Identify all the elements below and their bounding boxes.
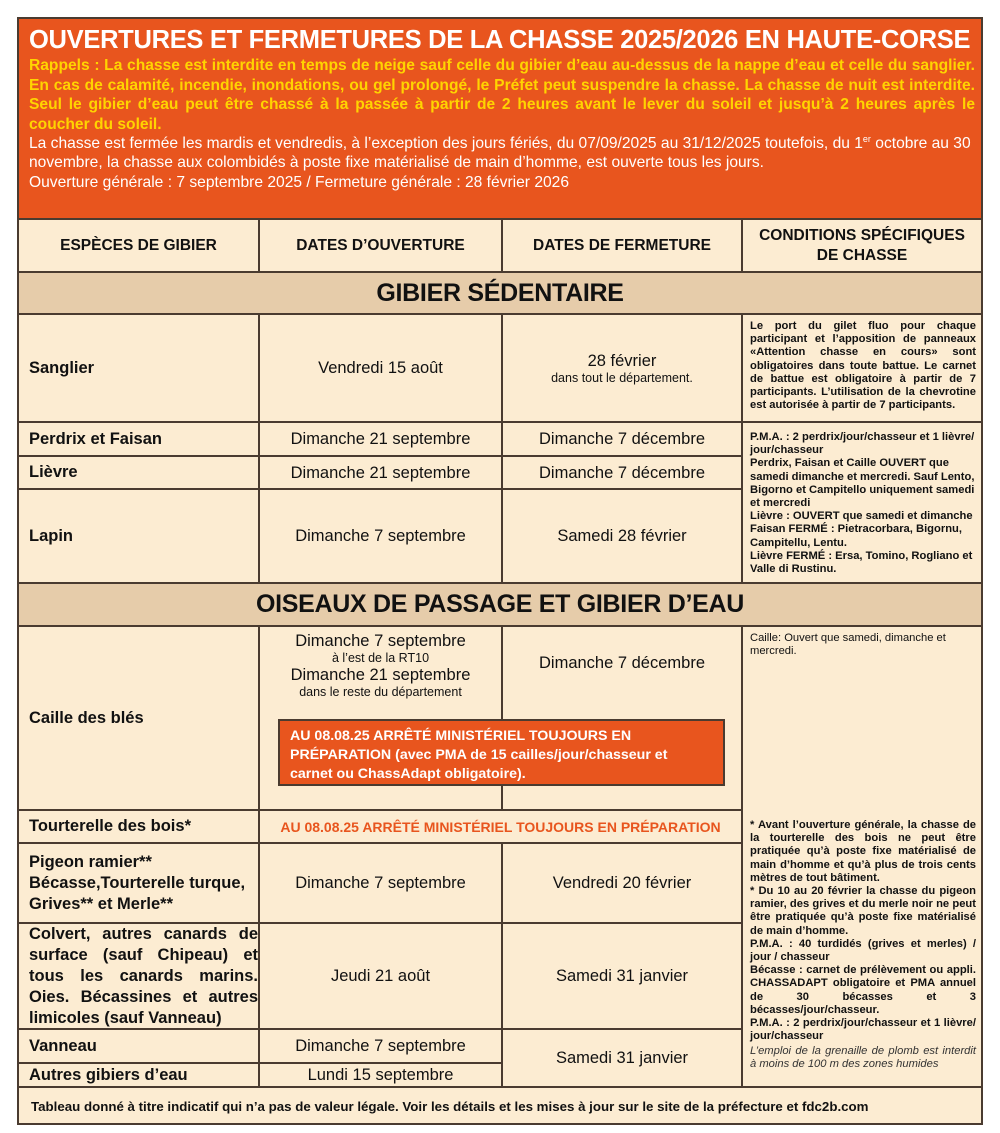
species-perdrix-faisan: Perdrix et Faisan	[29, 429, 162, 448]
conditions-caille: Caille: Ouvert que samedi, dimanche et mercredi.	[750, 632, 946, 658]
opening-lievre: Dimanche 21 septembre	[290, 463, 471, 482]
opening-lapin: Dimanche 7 septembre	[295, 527, 466, 545]
species-lapin: Lapin	[29, 526, 73, 545]
species-tourterelle: Tourterelle des bois*	[29, 817, 191, 835]
section-title-oiseaux: OISEAUX DE PASSAGE ET GIBIER D’EAU	[19, 584, 981, 625]
page-title: OUVERTURES ET FERMETURES DE LA CHASSE 2025/2026 EN HAUTE-CORSE	[29, 26, 971, 54]
closing-caille: Dimanche 7 décembre	[539, 654, 705, 672]
footer-disclaimer: Tableau donné à titre indicatif qui n’a pas de valeur légale. Voir les détails et les mises à jour sur le site de la préfecture et fdc2b.com	[31, 1098, 869, 1114]
lead-shot-note: L’emploi de la grenaille de plomb est interdit à moins de 100 m des zones humides	[750, 1045, 976, 1070]
conditions-sanglier: Le port du gilet fluo pour chaque participant et l’apposition de panneaux «Attention chasse en cours» sont obligatoires dans toute battue. Le carnet de battue est obligatoire à partir de 7 participants. L’utilisation de la chevrotine est autorisée à partir de 7 participants.	[750, 320, 976, 412]
opening-pigeon-becasse: Dimanche 7 septembre	[295, 874, 466, 892]
col-header-closing: DATES DE FERMETURE	[533, 236, 711, 254]
closing-sanglier: 28 février dans tout le département.	[551, 352, 693, 385]
conditions-oiseaux: * Avant l’ouverture générale, la chasse de la tourterelle des bois ne peut être pratiquée qu’à poste fixe matérialisé de main d’homme et qu’à plus de trois cents mètres de tout bâtiment. * Du 10 au 20 février la chasse du pigeon ramier, des grives et du merle noir ne peut être pratiquée qu’à poste fixe matérialisé de main d’homme. P.M.A. : 40 turdidés (grives et merles) / jour / chasseur Bécasse : carnet de prélèvement ou appli. CHASSADAPT obligatoire et PMA annuel de 30 bécasses et 3 bécasses/jour/chasseur. P.M.A. : 2 perdrix/jour/chasseur et 1 lièvre/ jour/chasseur	[750, 819, 976, 1043]
col-header-conditions: CONDITIONS SPÉCIFIQUES DE CHASSE	[759, 226, 965, 264]
opening-autres-gibiers-eau: Lundi 15 septembre	[307, 1066, 454, 1084]
closing-vanneau-autres: Samedi 31 janvier	[555, 1049, 689, 1067]
header-banner	[19, 19, 981, 218]
opening-caille: Dimanche 7 septembre à l’est de la RT10 Dimanche 21 septembre dans le reste du département	[290, 632, 471, 699]
opening-perdrix-faisan: Dimanche 21 septembre	[290, 430, 471, 448]
species-sanglier: Sanglier	[29, 358, 95, 377]
closing-lievre: Dimanche 7 décembre	[539, 463, 705, 482]
species-autres-gibiers-eau: Autres gibiers d’eau	[29, 1065, 188, 1084]
reminders-text: Rappels : La chasse est interdite en temps de neige sauf celle du gibier d’eau au-dessus de la nappe d’eau et celle du sanglier. En cas de calamité, incendie, inondations, ou gel prolongé, le Préfet peut suspendre la chasse. La chasse de nuit est interdite. Seul le gibier d’eau peut être chassé à la passée à partir de 2 heures avant le lever du soleil et jusqu’à 2 heures après le coucher du soleil.	[29, 57, 975, 134]
species-lievre: Lièvre	[29, 463, 78, 481]
closed-days-text: La chasse est fermée les mardis et vendredis, à l’exception des jours fériés, du 07/09/2025 au 31/12/2025 toutefois, du 1er octobre au 30 novembre, la chasse aux colombidés à poste fixe matérialisé de main d’homme, est ouverte tous les jours. Ouverture générale : 7 septembre 2025 / Fermeture générale : 28 février 2026	[29, 133, 971, 191]
species-colvert: Colvert, autres canards de surface (sauf Chipeau) et tous les canards marins. Oies. Bécassines et autres limicoles (sauf Vanneau)	[29, 924, 258, 1027]
hunting-calendar	[17, 17, 983, 1125]
col-header-opening: DATES D’OUVERTURE	[296, 236, 465, 254]
closing-perdrix-faisan: Dimanche 7 décembre	[539, 430, 705, 448]
general-dates: Ouverture générale : 7 septembre 2025 / Fermeture générale : 28 février 2026	[29, 173, 570, 191]
caille-notice: AU 08.08.25 ARRÊTÉ MINISTÉRIEL TOUJOURS EN PRÉPARATION (avec PMA de 15 cailles/jour/chasseur et carnet ou ChassAdapt obligatoire).	[278, 719, 725, 786]
closing-lapin: Samedi 28 février	[557, 527, 687, 545]
col-header-species: ESPÈCES DE GIBIER	[60, 236, 217, 254]
closing-pigeon-becasse: Vendredi 20 février	[552, 874, 692, 892]
species-vanneau: Vanneau	[29, 1036, 97, 1055]
tourterelle-notice: AU 08.08.25 ARRÊTÉ MINISTÉRIEL TOUJOURS EN PRÉPARATION	[280, 818, 721, 835]
opening-sanglier: Vendredi 15 août	[318, 359, 443, 377]
section-title-sedentaire: GIBIER SÉDENTAIRE	[19, 273, 981, 313]
species-caille: Caille des blés	[29, 708, 144, 727]
closing-colvert: Samedi 31 janvier	[555, 967, 689, 985]
opening-vanneau: Dimanche 7 septembre	[295, 1037, 466, 1055]
conditions-sedentaire: P.M.A. : 2 perdrix/jour/chasseur et 1 lièvre/ jour/chasseur Perdrix, Faisan et Caille OUVERT que samedi dimanche et mercredi. Sauf Lento, Bigorno et Campitello uniquement samedi et mercredi Lièvre : OUVERT que samedi et dimanche Faisan FERMÉ : Pietracorbara, Bigornu, Campitellu, Lentu. Lièvre FERMÉ : Ersa, Tomino, Rogliano et Valle di Rustinu.	[750, 431, 975, 576]
species-pigeon-becasse: Pigeon ramier** Bécasse,Tourterelle turque, Grives** et Merle**	[29, 852, 246, 913]
opening-colvert: Jeudi 21 août	[330, 967, 431, 985]
